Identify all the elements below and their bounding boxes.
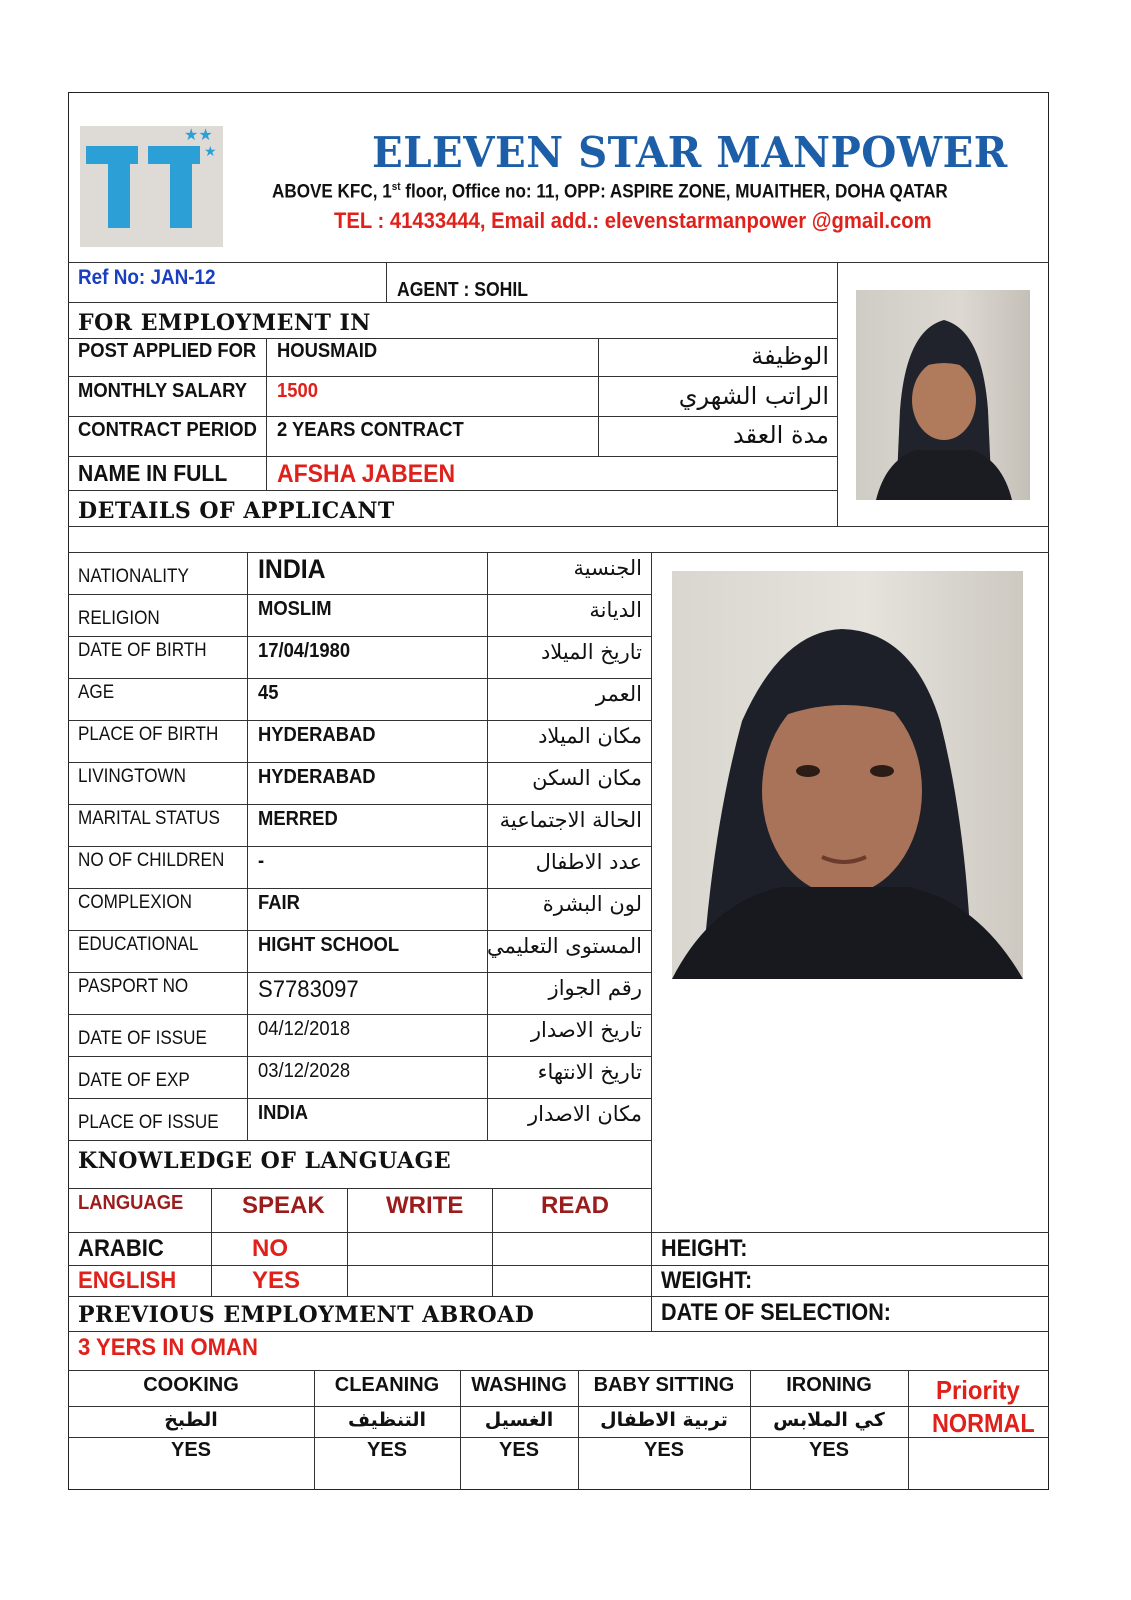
detail-arabic: الحالة الاجتماعية <box>499 808 642 832</box>
svg-text:★★: ★★ <box>184 126 213 144</box>
employment-heading: FOR EMPLOYMENT IN <box>78 310 371 336</box>
detail-arabic: الديانة <box>589 598 642 622</box>
detail-label: PASPORT NO <box>78 976 189 997</box>
detail-value: MERRED <box>258 808 338 830</box>
detail-arabic: مكان الاصدار <box>528 1102 642 1126</box>
detail-label: AGE <box>78 682 115 703</box>
skill-value: YES <box>498 1439 540 1461</box>
detail-value: 04/12/2018 <box>258 1018 351 1040</box>
skill-arabic: تربية الاطفال <box>600 1409 728 1431</box>
detail-value: INDIA <box>258 554 326 584</box>
language-col-read: READ <box>541 1192 610 1219</box>
language-col-write: WRITE <box>386 1192 464 1219</box>
detail-arabic: العمر <box>595 682 642 706</box>
language-arabic-speak: NO <box>252 1235 288 1262</box>
detail-arabic: تاريخ الاصدار <box>530 1018 642 1042</box>
skill-name: CLEANING <box>334 1374 440 1396</box>
language-col-speak: SPEAK <box>242 1192 325 1219</box>
language-heading: KNOWLEDGE OF LANGUAGE <box>78 1148 452 1174</box>
skill-arabic: كي الملابس <box>773 1409 885 1431</box>
detail-label: COMPLEXION <box>78 892 193 913</box>
contract-arabic: مدة العقد <box>733 421 829 449</box>
company-address: ABOVE KFC, 1st floor, Office no: 11, OPP: ASPIRE ZONE, MUAITHER, DOHA QATAR <box>272 181 948 203</box>
previous-employment-heading: PREVIOUS EMPLOYMENT ABROAD <box>78 1302 535 1328</box>
skill-value: YES <box>366 1439 408 1461</box>
salary-value: 1500 <box>277 380 318 402</box>
skill-name: IRONING <box>786 1374 872 1396</box>
detail-value: FAIR <box>258 892 300 914</box>
detail-value: - <box>258 850 265 872</box>
skill-value: YES <box>808 1439 850 1461</box>
priority-label: Priority <box>936 1375 1020 1405</box>
language-arabic: ARABIC <box>78 1235 164 1262</box>
agent-name: AGENT : SOHIL <box>397 279 529 301</box>
contract-label: CONTRACT PERIOD <box>78 419 257 441</box>
detail-label: EDUCATIONAL <box>78 934 199 955</box>
detail-value: MOSLIM <box>258 598 332 620</box>
post-applied-label: POST APPLIED FOR <box>78 340 257 362</box>
detail-label: DATE OF EXP <box>78 1070 190 1091</box>
detail-arabic: المستوى التعليمي <box>486 934 642 958</box>
detail-label: LIVINGTOWN <box>78 766 186 787</box>
detail-label: PLACE OF BIRTH <box>78 724 219 745</box>
date-of-selection-label: DATE OF SELECTION: <box>661 1299 892 1326</box>
person-photo-icon <box>856 290 1030 500</box>
contract-value: 2 YEARS CONTRACT <box>277 419 464 441</box>
detail-label: NATIONALITY <box>78 566 189 587</box>
detail-value: HIGHT SCHOOL <box>258 934 400 956</box>
detail-label: PLACE OF ISSUE <box>78 1112 219 1133</box>
ref-number: Ref No: JAN-12 <box>78 266 216 289</box>
skill-arabic: التنظيف <box>347 1409 427 1431</box>
detail-arabic: تاريخ الميلاد <box>540 640 642 664</box>
skill-name: WASHING <box>471 1374 567 1396</box>
salary-arabic: الراتب الشهري <box>678 382 829 410</box>
detail-label: DATE OF ISSUE <box>78 1028 207 1049</box>
skill-value: YES <box>643 1439 685 1461</box>
applicant-photo-small <box>856 290 1030 500</box>
salary-label: MONTHLY SALARY <box>78 380 248 402</box>
detail-label: NO OF CHILDREN <box>78 850 225 871</box>
detail-arabic: لون البشرة <box>542 892 642 916</box>
detail-value: 45 <box>258 682 279 704</box>
language-english: ENGLISH <box>78 1267 177 1294</box>
eleven-star-logo-icon <box>80 126 223 247</box>
detail-arabic: عدد الاطفال <box>535 850 642 874</box>
detail-label: DATE OF BIRTH <box>78 640 207 661</box>
skill-arabic: الطبخ <box>164 1409 218 1431</box>
detail-value: INDIA <box>258 1102 309 1124</box>
detail-value: S7783097 <box>258 976 359 1003</box>
detail-value: HYDERABAD <box>258 766 376 788</box>
company-contact: TEL : 41433444, Email add.: elevenstarmanpower @gmail.com <box>334 208 932 233</box>
company-logo <box>80 126 223 247</box>
full-name-label: NAME IN FULL <box>78 460 228 486</box>
full-name-value: AFSHA JABEEN <box>277 460 456 488</box>
weight-label: WEIGHT: <box>661 1267 753 1294</box>
company-name: ELEVEN STAR MANPOWER <box>372 128 1008 177</box>
details-heading: DETAILS OF APPLICANT <box>78 498 395 524</box>
skill-arabic: الغسيل <box>484 1409 554 1431</box>
applicant-photo-large <box>672 571 1023 979</box>
skill-value: YES <box>170 1439 212 1461</box>
detail-label: RELIGION <box>78 608 160 629</box>
skill-name: COOKING <box>143 1374 239 1396</box>
post-applied-value: HOUSMAID <box>277 340 378 362</box>
previous-employment-value: 3 YERS IN OMAN <box>78 1334 258 1361</box>
detail-value: HYDERABAD <box>258 724 376 746</box>
detail-arabic: مكان السكن <box>532 766 642 790</box>
detail-value: 17/04/1980 <box>258 640 351 662</box>
person-photo-icon <box>672 571 1023 979</box>
skill-name: BABY SITTING <box>593 1374 735 1396</box>
language-col-language: LANGUAGE <box>78 1192 184 1214</box>
priority-value: NORMAL <box>932 1408 1035 1438</box>
post-applied-arabic: الوظيفة <box>751 342 829 370</box>
detail-label: MARITAL STATUS <box>78 808 220 829</box>
svg-text:★: ★ <box>204 144 217 160</box>
detail-value: 03/12/2028 <box>258 1060 351 1082</box>
detail-arabic: تاريخ الانتهاء <box>537 1060 642 1084</box>
detail-arabic: الجنسية <box>573 556 642 580</box>
detail-arabic: مكان الميلاد <box>538 724 642 748</box>
detail-arabic: رقم الجواز <box>548 976 642 1000</box>
height-label: HEIGHT: <box>661 1235 748 1262</box>
language-english-speak: YES <box>252 1267 301 1294</box>
